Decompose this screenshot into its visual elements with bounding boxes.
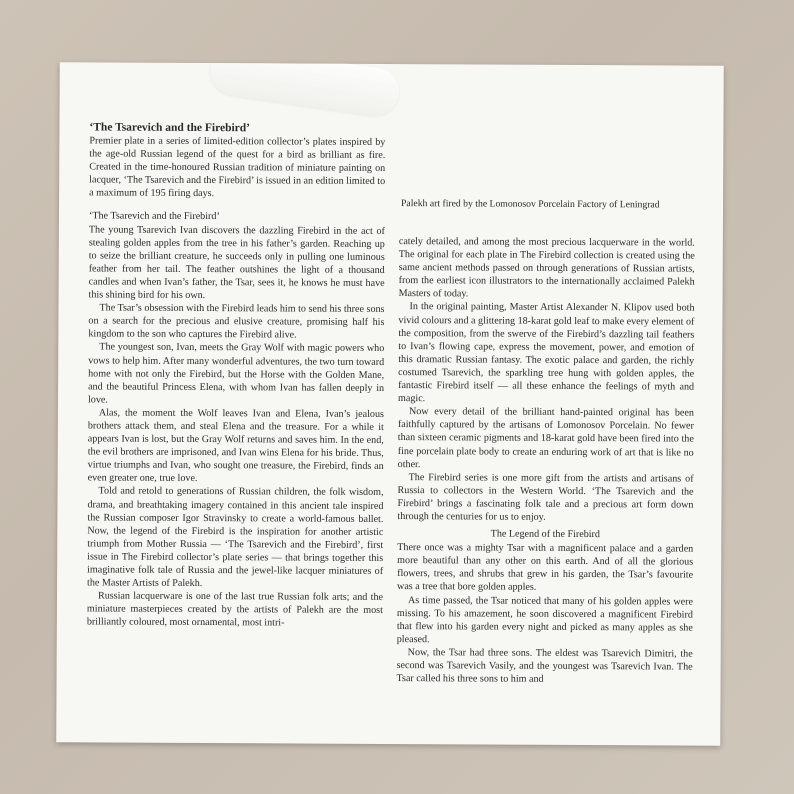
body-paragraph: Now, the Tsar had three sons. The eldest was Tsarevich Dimitri, the second was Tsarevich Vasily, and the youngest was Tsarevich Ivan. The Tsar called his three sons to him and — [396, 647, 693, 685]
body-paragraph: The Tsar’s obsession with the Firebird leads him to send his three sons on a search for the precious and elusive creature, promising half his kingdom to the son who captures the Firebird alive. — [88, 302, 385, 341]
body-paragraph: cately detailed, and among the most precious lacquerware in the world. The original for each plate in The Firebird collection is created using the same ancient methods passed on through generations of Russian artists, from the earliest icon illustrators to the internationally acclaimed Palekh Masters of today. — [398, 236, 695, 300]
body-paragraph: There once was a mighty Tsar with a magnificent palace and a garden more beautiful than any other on this earth. And of all the glorious flowers, trees, and shrubs that grew in his garden, the Tsar’s favourite was a tree that bore golden apples. — [397, 542, 694, 594]
body-paragraph: The young Tsarevich Ivan discovers the dazzling Firebird in the act of stealing golden apples from the tree in his father’s garden. Reaching up to seize the brilliant creature, he succeeds only in pulling one luminous feather from her tail. The feather outshines the light of a thousand candles and when Ivan’s father, the Tsar, sees it, he knows he must have this shining bird for his own. — [88, 223, 385, 302]
plate-caption: Palekh art fired by the Lomonosov Porcelain Factory of Leningrad — [401, 198, 660, 211]
left-column — [87, 120, 386, 630]
body-paragraph: The Firebird series is one more gift from the artists and artisans of Russia to collectors in the Western World. ‘The Tsarevich and the Firebird’ brings a fascinating folk tale and a precious art form down through the centuries for us to enjoy. — [397, 471, 694, 523]
body-paragraph: The youngest son, Ivan, meets the Gray Wolf with magic powers who vows to help him. After many wonderful adventures, the two turn toward home with not only the Firebird, but the Horse with the Golden Mane, and the beautiful Princess Elena, with whom Ivan has fallen deeply in love. — [87, 341, 385, 406]
body-paragraph: Now every detail of the brilliant hand-painted original has been faithfully captured by the artisans of Lomonosov Porcelain. No fewer than sixteen ceramic pigments and 18-karat gold have been fired into the fine porcelain plate body to create an enduring work of art that is like no other. — [397, 406, 694, 470]
body-paragraph: In the original painting, Master Artist Alexander N. Klipov used both vivid colours and a glittering 18-karat gold leaf to make every element of the composition, from the swerve of the Firebird’s dazzling tail feathers to Ivan’s flowing cape, express the movement, power, and emotion of this dramatic Russian fantasy. The exotic palace and garden, the richly costumed Tsarevich, the sparkling tree hung with golden apples, the fantastic Firebird itself — all these enhance the feelings of myth and magic. — [397, 301, 695, 405]
body-paragraph: Russian lacquerware is one of the last true Russian folk arts; and the miniature masterpieces created by the artists of Palekh are the most brilliantly coloured, most ornamental, most intri- — [86, 590, 384, 629]
intro-paragraph: Premier plate in a series of limited-edition collector’s plates inspired by the age-old Russian legend of the quest for a bird as brilliant as fire. Created in the time-honoured Russian tradition of miniature painting on lacquer, ‘The Tsarevich and the Firebird’ is issued in an edition limited to a maximum of 195 firing days. — [89, 135, 386, 200]
document-title: ‘The Tsarevich and the Firebird’ — [89, 121, 251, 135]
body-paragraph: Told and retold to generations of Russian children, the folk wisdom, drama, and breathtaking imagery contained in this ancient tale inspired the Russian composer Igor Stravinsky to create a world-famous ballet. Now, the legend of the Firebird is the inspiration for another artistic triumph from Mother Russia — ‘The Tsarevich and the Firebird’, first issue in The Firebird collector’s plate series — that brings together this imaginative folk tale of Russia and the jewel-like lacquer miniatures of the Master Artists of Palekh. — [87, 485, 384, 590]
story-subtitle: ‘The Tsarevich and the Firebird’ — [88, 210, 220, 223]
right-column — [397, 235, 695, 687]
legend-heading: The Legend of the Firebird — [490, 528, 601, 541]
tape-strip — [207, 62, 402, 119]
document-page — [56, 62, 724, 745]
body-paragraph: Alas, the moment the Wolf leaves Ivan and Elena, Ivan’s jealous brothers attack them, and steal Elena and the treasure. For a while it appears Ivan is lost, but the Gray Wolf returns and saves him. In the end, the evil brothers are imprisoned, and Ivan wins Elena for his bride. Thus, virtue triumphs and Ivan, who sought one treasure, the Firebird, finds an even greater one, true love. — [87, 407, 384, 485]
body-paragraph: As time passed, the Tsar noticed that many of his golden apples were missing. To his amazement, he soon discovered a magnificent Firebird that flew into his garden every night and picked as many apples as she pleased. — [396, 594, 693, 646]
